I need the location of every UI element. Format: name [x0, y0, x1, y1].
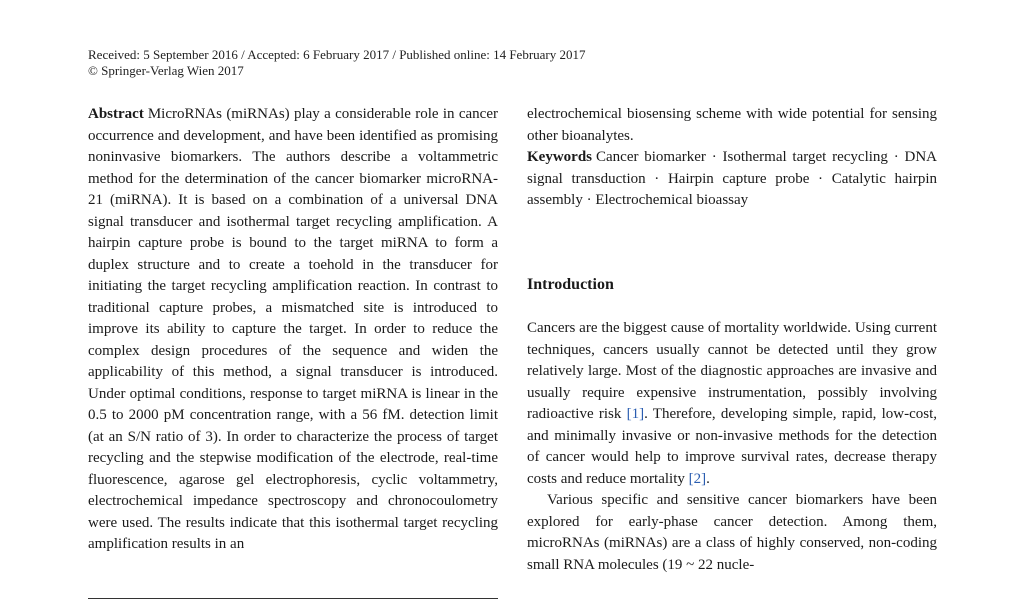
introduction-heading: Introduction [527, 276, 614, 293]
abstract-continuation: electrochemical biosensing scheme with wide potential for sensing other bioanalytes. [527, 106, 937, 144]
keywords-text: Cancer biomarker · Isothermal target recycling · DNA signal transduction · Hairpin capture probe · Catalytic hairpin assembly · Electrochemical bioassay [527, 149, 937, 208]
abstract-text: MicroRNAs (miRNAs) play a considerable role in cancer occurrence and development, and have been identified as promising noninvasive biomarkers. The authors describe a voltammetric method for the determination of the cancer biomarker microRNA-21 (miRNA). It is based on a combination of a universal DNA signal transducer and isothermal target recycling amplification. A hairpin capture probe is bound to the target miRNA to form a duplex structure and to create a toehold in the transducer for initiating the target recycling amplification reaction. In contrast to traditional capture probes, a mismatched site is introduced to improve its ability to capture the target. In order to reduce the complex design procedures of the sequence and widen the applicability of this method, a signal transducer is introduced. Under optimal conditions, response to target miRNA is linear in the 0.5 to 2000 pM concentration range, with a 56 fM. detection limit (at an S/N ratio of 3). In order to characterize the process of target recycling and the stepwise modification of the electrode, real-time fluorescence, agarose gel electrophoresis, cyclic voltammetry, electrochemical impedance spectroscopy and chronocoulometry were used. The results indicate that this isothermal target recycling amplification results in an [88, 106, 498, 552]
right-column-top [527, 104, 937, 212]
introduction-body [527, 318, 937, 576]
citation-link-1[interactable]: [1] [626, 406, 645, 422]
publication-dates: Received: 5 September 2016 / Accepted: 6 February 2017 / Published online: 14 February 2017 [88, 47, 586, 62]
abstract-label: Abstract [88, 106, 144, 122]
intro-paragraph-1 [527, 318, 937, 490]
intro-paragraph-2: Various specific and sensitive cancer biomarkers have been explored for early-phase cancer detection. Among them, microRNAs (miRNAs) are a class of highly conserved, non-coding small RNA molecules (19 ~ 22 nucle- [527, 492, 937, 573]
intro-p1-text-c: . [706, 470, 710, 487]
abstract-paragraph [88, 104, 498, 556]
abstract-column [88, 104, 498, 556]
footnote-divider [88, 598, 498, 599]
intro-p1-text-a: Cancers are the biggest cause of mortality worldwide. Using current techniques, cancers usually cannot be detected until they grow relatively large. Most of the diagnostic approaches are invasive and usually require expensive instrumentation, possibly involving radioactive risk [527, 320, 937, 422]
article-metadata [88, 47, 586, 79]
intro-p1-text-b: . Therefore, developing simple, rapid, low-cost, and minimally invasive or non-invasive methods for the detection of cancer would help to improve survival rates, decrease therapy costs and reduce mortality [527, 406, 937, 487]
citation-link-2[interactable]: [2] [688, 470, 707, 487]
keywords-label: Keywords [527, 149, 592, 165]
keywords-paragraph [527, 147, 937, 212]
copyright-notice: © Springer-Verlag Wien 2017 [88, 63, 244, 78]
